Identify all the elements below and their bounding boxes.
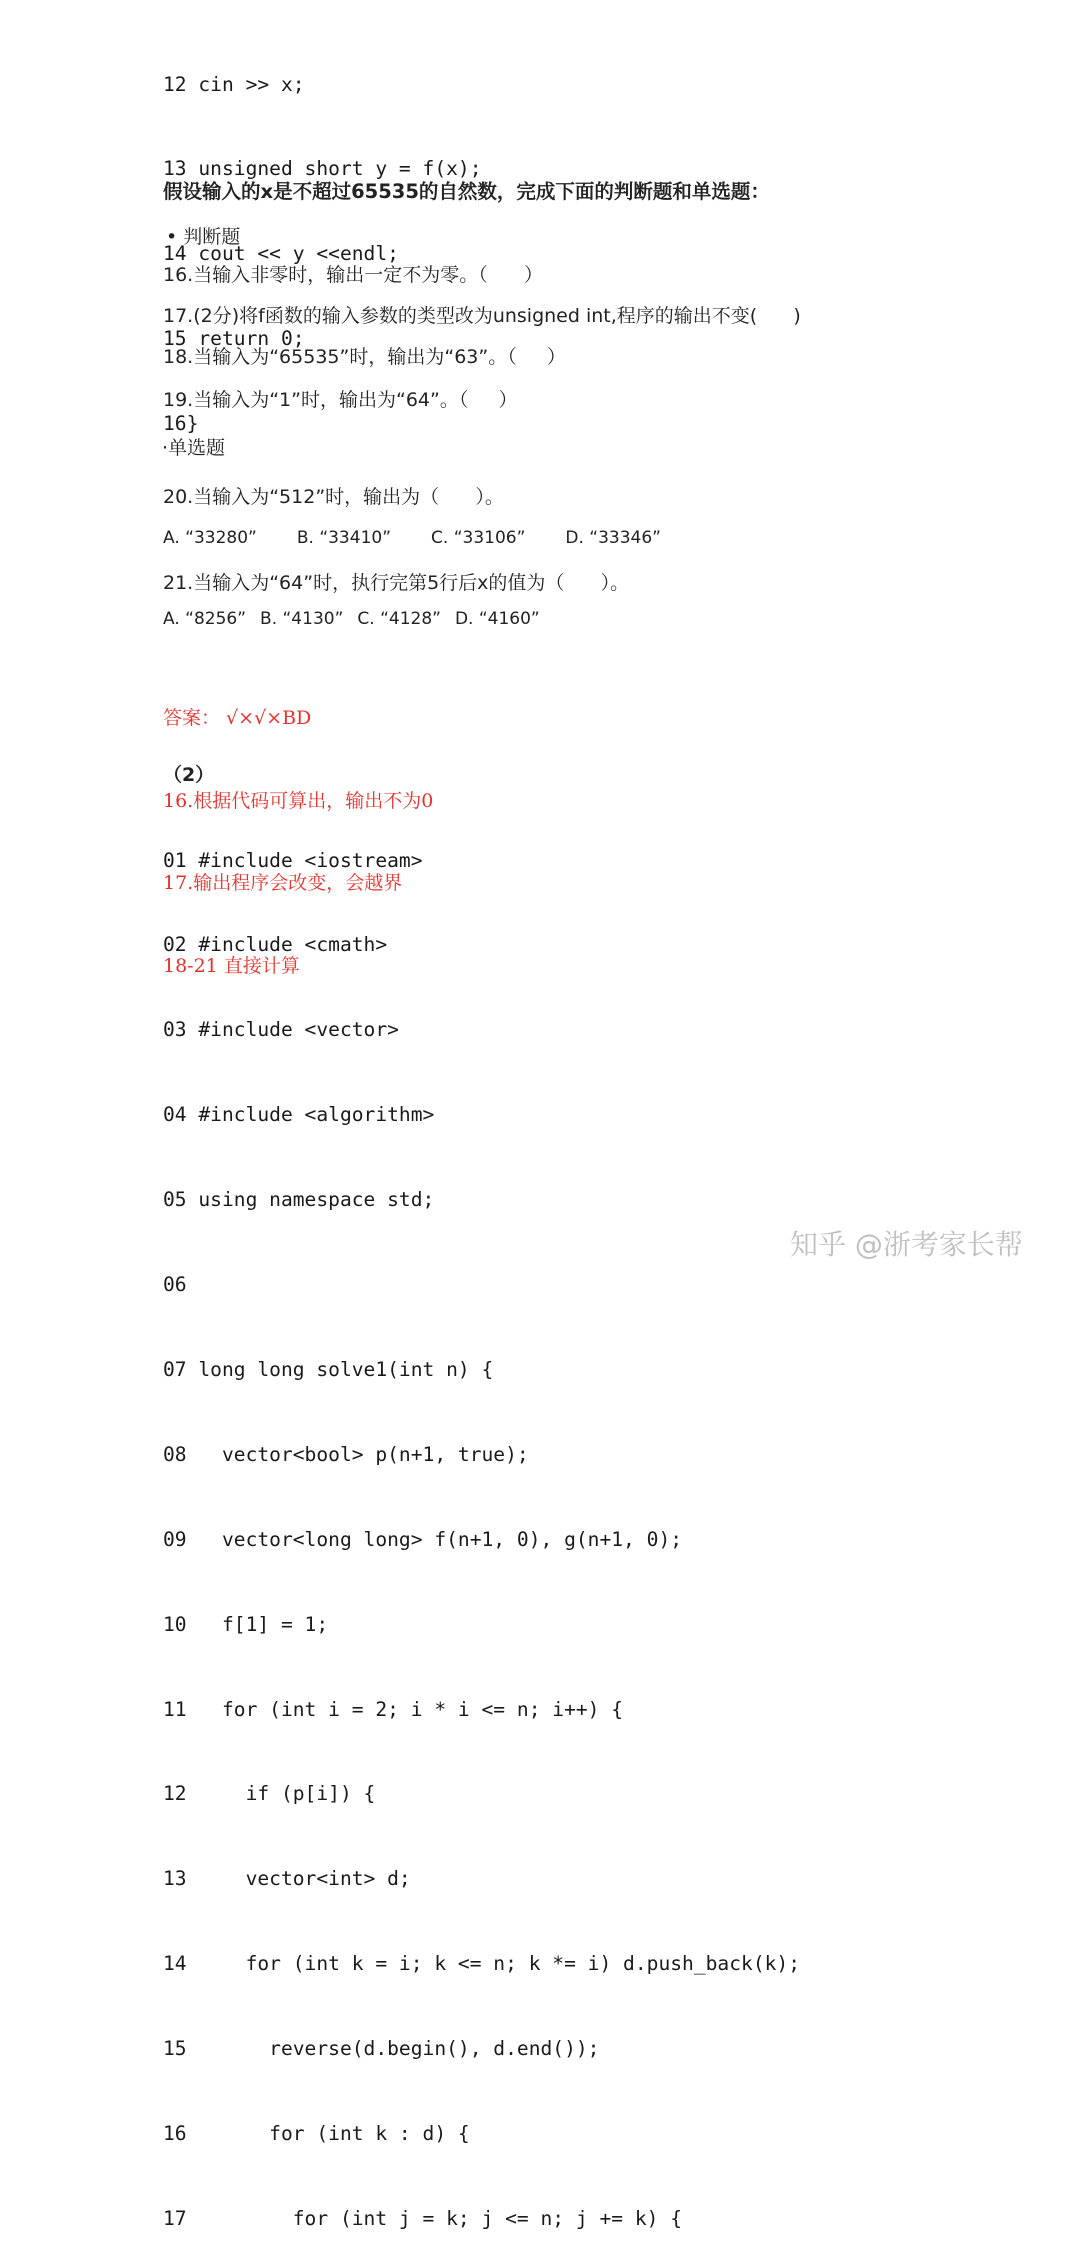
code-line: 06 — [163, 1273, 187, 1297]
judge-heading: • 判断题 — [166, 226, 241, 248]
option-a: A. “8256” — [163, 609, 247, 629]
code-line: 11 for (int i = 2; i * i <= n; i++) { — [163, 1697, 624, 1721]
code-line: 03 #include <vector> — [163, 1018, 399, 1042]
option-c: C. “33106” — [431, 528, 526, 548]
question-19: 19.当输入为“1”时，输出为“64”。（ ） — [163, 389, 518, 411]
code-line: 12 if (p[i]) { — [163, 1782, 376, 1806]
code-line: 01 #include <iostream> — [163, 848, 423, 872]
question-21: 21.当输入为“64”时，执行完第5行后x的值为（ ）。 — [163, 572, 630, 594]
code-line: 17 for (int j = k; j <= n; j += k) { — [163, 2206, 683, 2230]
code-line: 05 using namespace std; — [163, 1188, 435, 1212]
part-2-label: （2） — [163, 764, 215, 786]
code-line: 13 unsigned short y = f(x); — [163, 157, 482, 181]
code-line: 02 #include <cmath> — [163, 933, 388, 957]
answer-explanation: 18-21 直接计算 — [163, 954, 300, 977]
code-line: 10 f[1] = 1; — [163, 1612, 329, 1636]
option-a: A. “33280” — [163, 528, 257, 548]
option-b: B. “4130” — [260, 609, 344, 629]
choice-heading: ·单选题 — [162, 437, 226, 459]
option-d: D. “33346” — [565, 528, 661, 548]
code-line: 14 for (int k = i; k <= n; k *= i) d.push_back(k); — [163, 1952, 801, 1976]
code-line: 15 return 0; — [163, 327, 305, 351]
answer-explanation: 16.根据代码可算出，输出不为0 — [163, 789, 434, 812]
watermark: 知乎 @浙考家长帮 — [790, 1228, 1023, 1261]
code-line: 08 vector<bool> p(n+1, true); — [163, 1442, 529, 1466]
code-line: 14 cout << y <<endl; — [163, 242, 399, 266]
intro-text: 假设输入的x是不超过65535的自然数，完成下面的判断题和单选题： — [163, 180, 770, 203]
answer-explanation: 17.输出程序会改变，会越界 — [163, 872, 403, 894]
code-block-bottom — [163, 790, 800, 2261]
code-line: 07 long long solve1(int n) { — [163, 1357, 494, 1381]
question-20: 20.当输入为“512”时，输出为（ ）。 — [163, 486, 504, 508]
code-line: 04 #include <algorithm> — [163, 1103, 435, 1127]
question-16: 16.当输入非零时，输出一定不为零。（ ） — [163, 264, 543, 286]
question-17: 17.(2分)将f函数的输入参数的类型改为unsigned int,程序的输出不变( ) — [163, 305, 801, 327]
question-20-options — [163, 527, 661, 550]
question-18: 18.当输入为“65535”时，输出为“63”。（ ） — [163, 346, 566, 368]
option-c: C. “4128” — [357, 609, 441, 629]
option-b: B. “33410” — [296, 528, 392, 548]
code-line: 09 vector<long long> f(n+1, 0), g(n+1, 0); — [163, 1527, 683, 1551]
question-21-options — [163, 608, 540, 631]
code-line: 16 for (int k : d) { — [163, 2121, 470, 2145]
code-line: 12 cin >> x; — [163, 72, 305, 96]
code-line: 15 reverse(d.begin(), d.end()); — [163, 2037, 600, 2061]
answer-key: 答案： √×√×BD — [163, 707, 312, 729]
option-d: D. “4160” — [454, 609, 540, 629]
code-line: 13 vector<int> d; — [163, 1867, 411, 1891]
code-line: 16} — [163, 412, 199, 436]
